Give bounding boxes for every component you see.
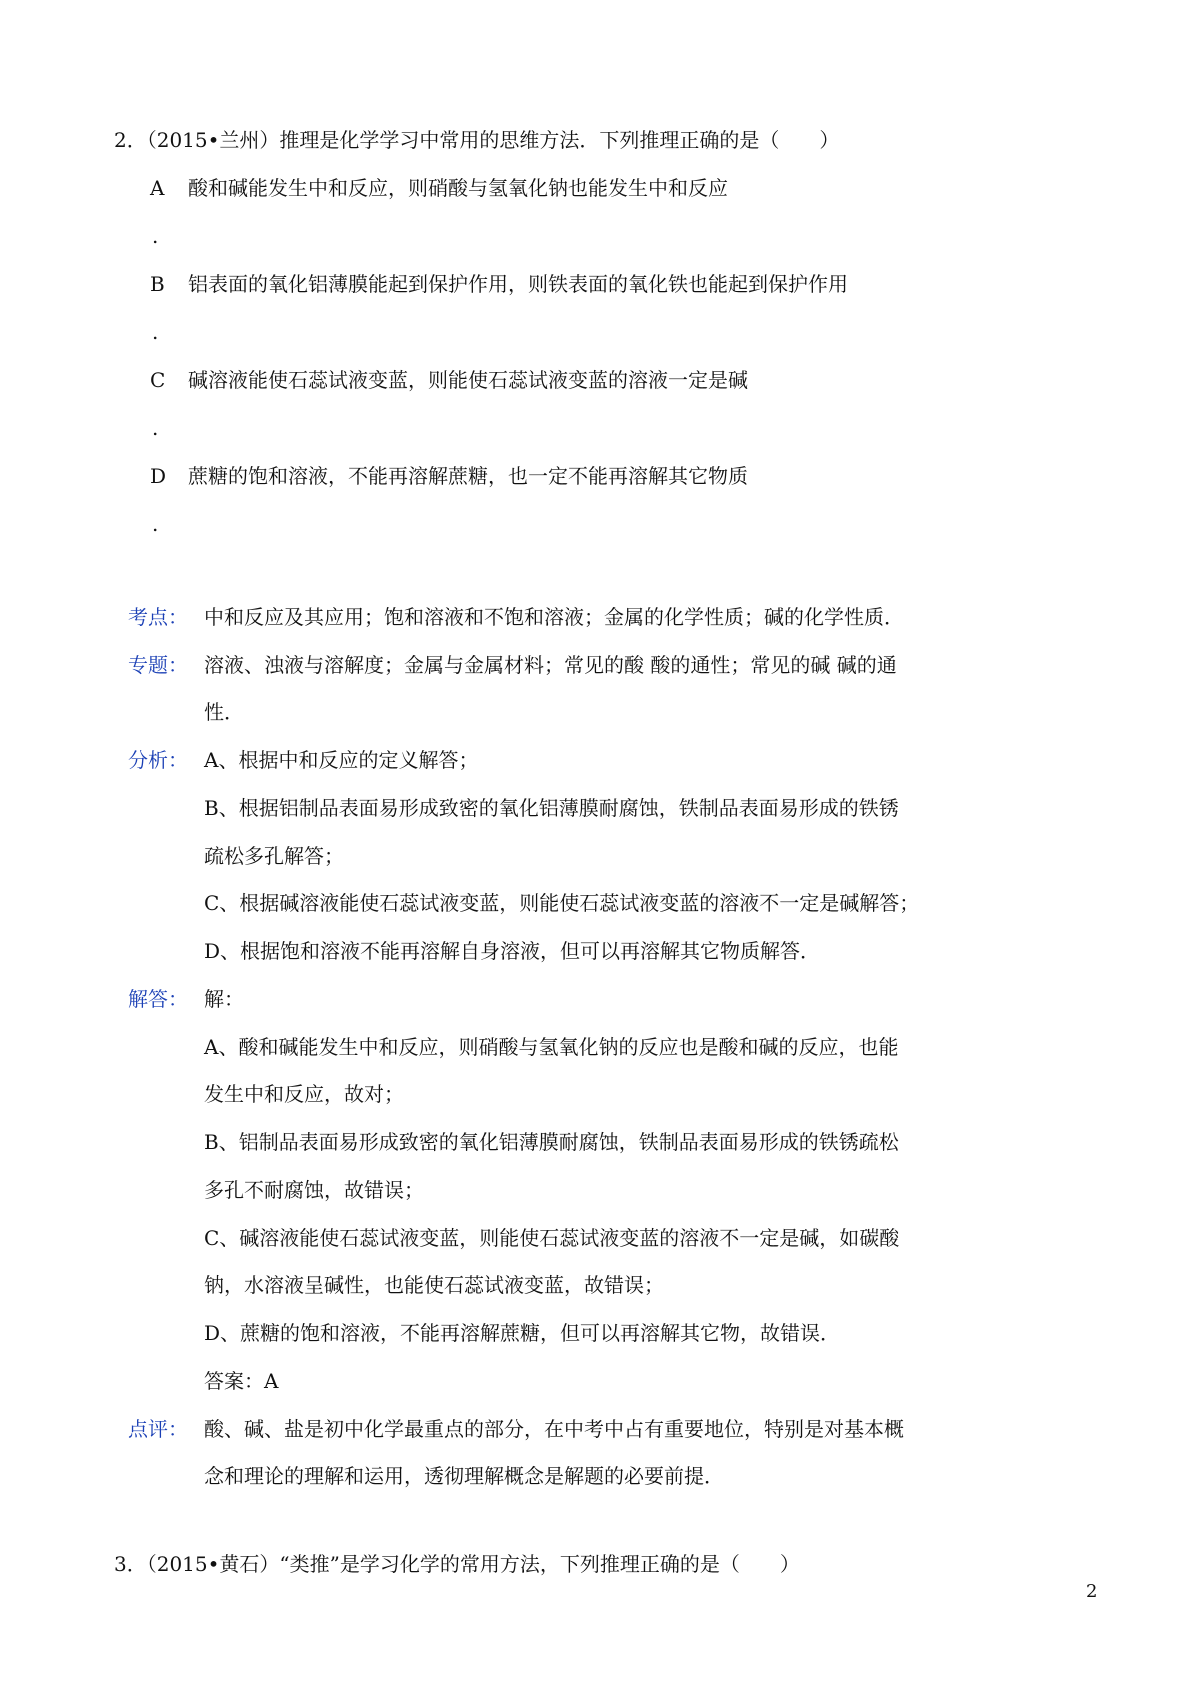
dianping-label: 点评： xyxy=(128,1417,188,1441)
jieda-text-6: C、碱溶液能使石蕊试液变蓝，则能使石蕊试液变蓝的溶液不一定是碱，如碳酸 xyxy=(204,1226,900,1250)
option-b-letter: B xyxy=(150,272,165,296)
option-a-letter: A xyxy=(150,176,165,200)
jieda-text-1: 解： xyxy=(204,987,244,1011)
option-a-dot: . xyxy=(152,224,159,248)
option-d-letter: D xyxy=(150,464,167,488)
option-b-text: 铝表面的氧化铝薄膜能起到保护作用，则铁表面的氧化铁也能起到保护作用 xyxy=(188,272,848,296)
option-d-text: 蔗糖的饱和溶液，不能再溶解蔗糖，也一定不能再溶解其它物质 xyxy=(188,464,748,488)
option-c-letter: C xyxy=(150,368,166,392)
fenxi-text-4: C、根据碱溶液能使石蕊试液变蓝，则能使石蕊试液变蓝的溶液不一定是碱解答； xyxy=(204,891,920,915)
zhuanti-text-2: 性． xyxy=(204,700,244,724)
question-2-stem: 2．（2015•兰州）推理是化学学习中常用的思维方法．下列推理正确的是（ ） xyxy=(114,128,840,152)
jieda-text-8: D、蔗糖的饱和溶液，不能再溶解蔗糖，但可以再溶解其它物，故错误． xyxy=(204,1321,841,1345)
dianping-text-2: 念和理论的理解和运用，透彻理解概念是解题的必要前提． xyxy=(204,1464,724,1488)
option-b-dot: . xyxy=(152,320,159,344)
fenxi-text-3: 疏松多孔解答； xyxy=(204,844,344,868)
jieda-answer: 答案：A xyxy=(204,1369,279,1393)
kaodian-label: 考点： xyxy=(128,605,188,629)
zhuanti-label: 专题： xyxy=(128,653,188,677)
option-c-text: 碱溶液能使石蕊试液变蓝，则能使石蕊试液变蓝的溶液一定是碱 xyxy=(188,368,748,392)
fenxi-label: 分析： xyxy=(128,748,188,772)
question-3-stem: 3．（2015•黄石）“类推”是学习化学的常用方法，下列推理正确的是（ ） xyxy=(114,1552,800,1576)
jieda-text-4: B、铝制品表面易形成致密的氧化铝薄膜耐腐蚀，铁制品表面易形成的铁锈疏松 xyxy=(204,1130,899,1154)
jieda-text-2: A、酸和碱能发生中和反应，则硝酸与氢氧化钠的反应也是酸和碱的反应，也能 xyxy=(204,1035,899,1059)
zhuanti-text-1: 溶液、浊液与溶解度；金属与金属材料；常见的酸 酸的通性；常见的碱 碱的通 xyxy=(204,653,897,677)
option-d-dot: . xyxy=(152,512,159,536)
kaodian-text: 中和反应及其应用；饱和溶液和不饱和溶液；金属的化学性质；碱的化学性质． xyxy=(204,605,904,629)
jieda-text-5: 多孔不耐腐蚀，故错误； xyxy=(204,1178,424,1202)
jieda-label: 解答： xyxy=(128,987,188,1011)
fenxi-text-1: A、根据中和反应的定义解答； xyxy=(204,748,479,772)
option-a-text: 酸和碱能发生中和反应，则硝酸与氢氧化钠也能发生中和反应 xyxy=(188,176,728,200)
jieda-text-3: 发生中和反应，故对； xyxy=(204,1082,404,1106)
option-c-dot: . xyxy=(152,416,159,440)
jieda-text-7: 钠，水溶液呈碱性，也能使石蕊试液变蓝，故错误； xyxy=(204,1273,664,1297)
dianping-text-1: 酸、碱、盐是初中化学最重点的部分，在中考中占有重要地位，特别是对基本概 xyxy=(204,1417,904,1441)
page-number: 2 xyxy=(1086,1581,1098,1602)
fenxi-text-5: D、根据饱和溶液不能再溶解自身溶液，但可以再溶解其它物质解答． xyxy=(204,939,821,963)
fenxi-text-2: B、根据铝制品表面易形成致密的氧化铝薄膜耐腐蚀，铁制品表面易形成的铁锈 xyxy=(204,796,899,820)
